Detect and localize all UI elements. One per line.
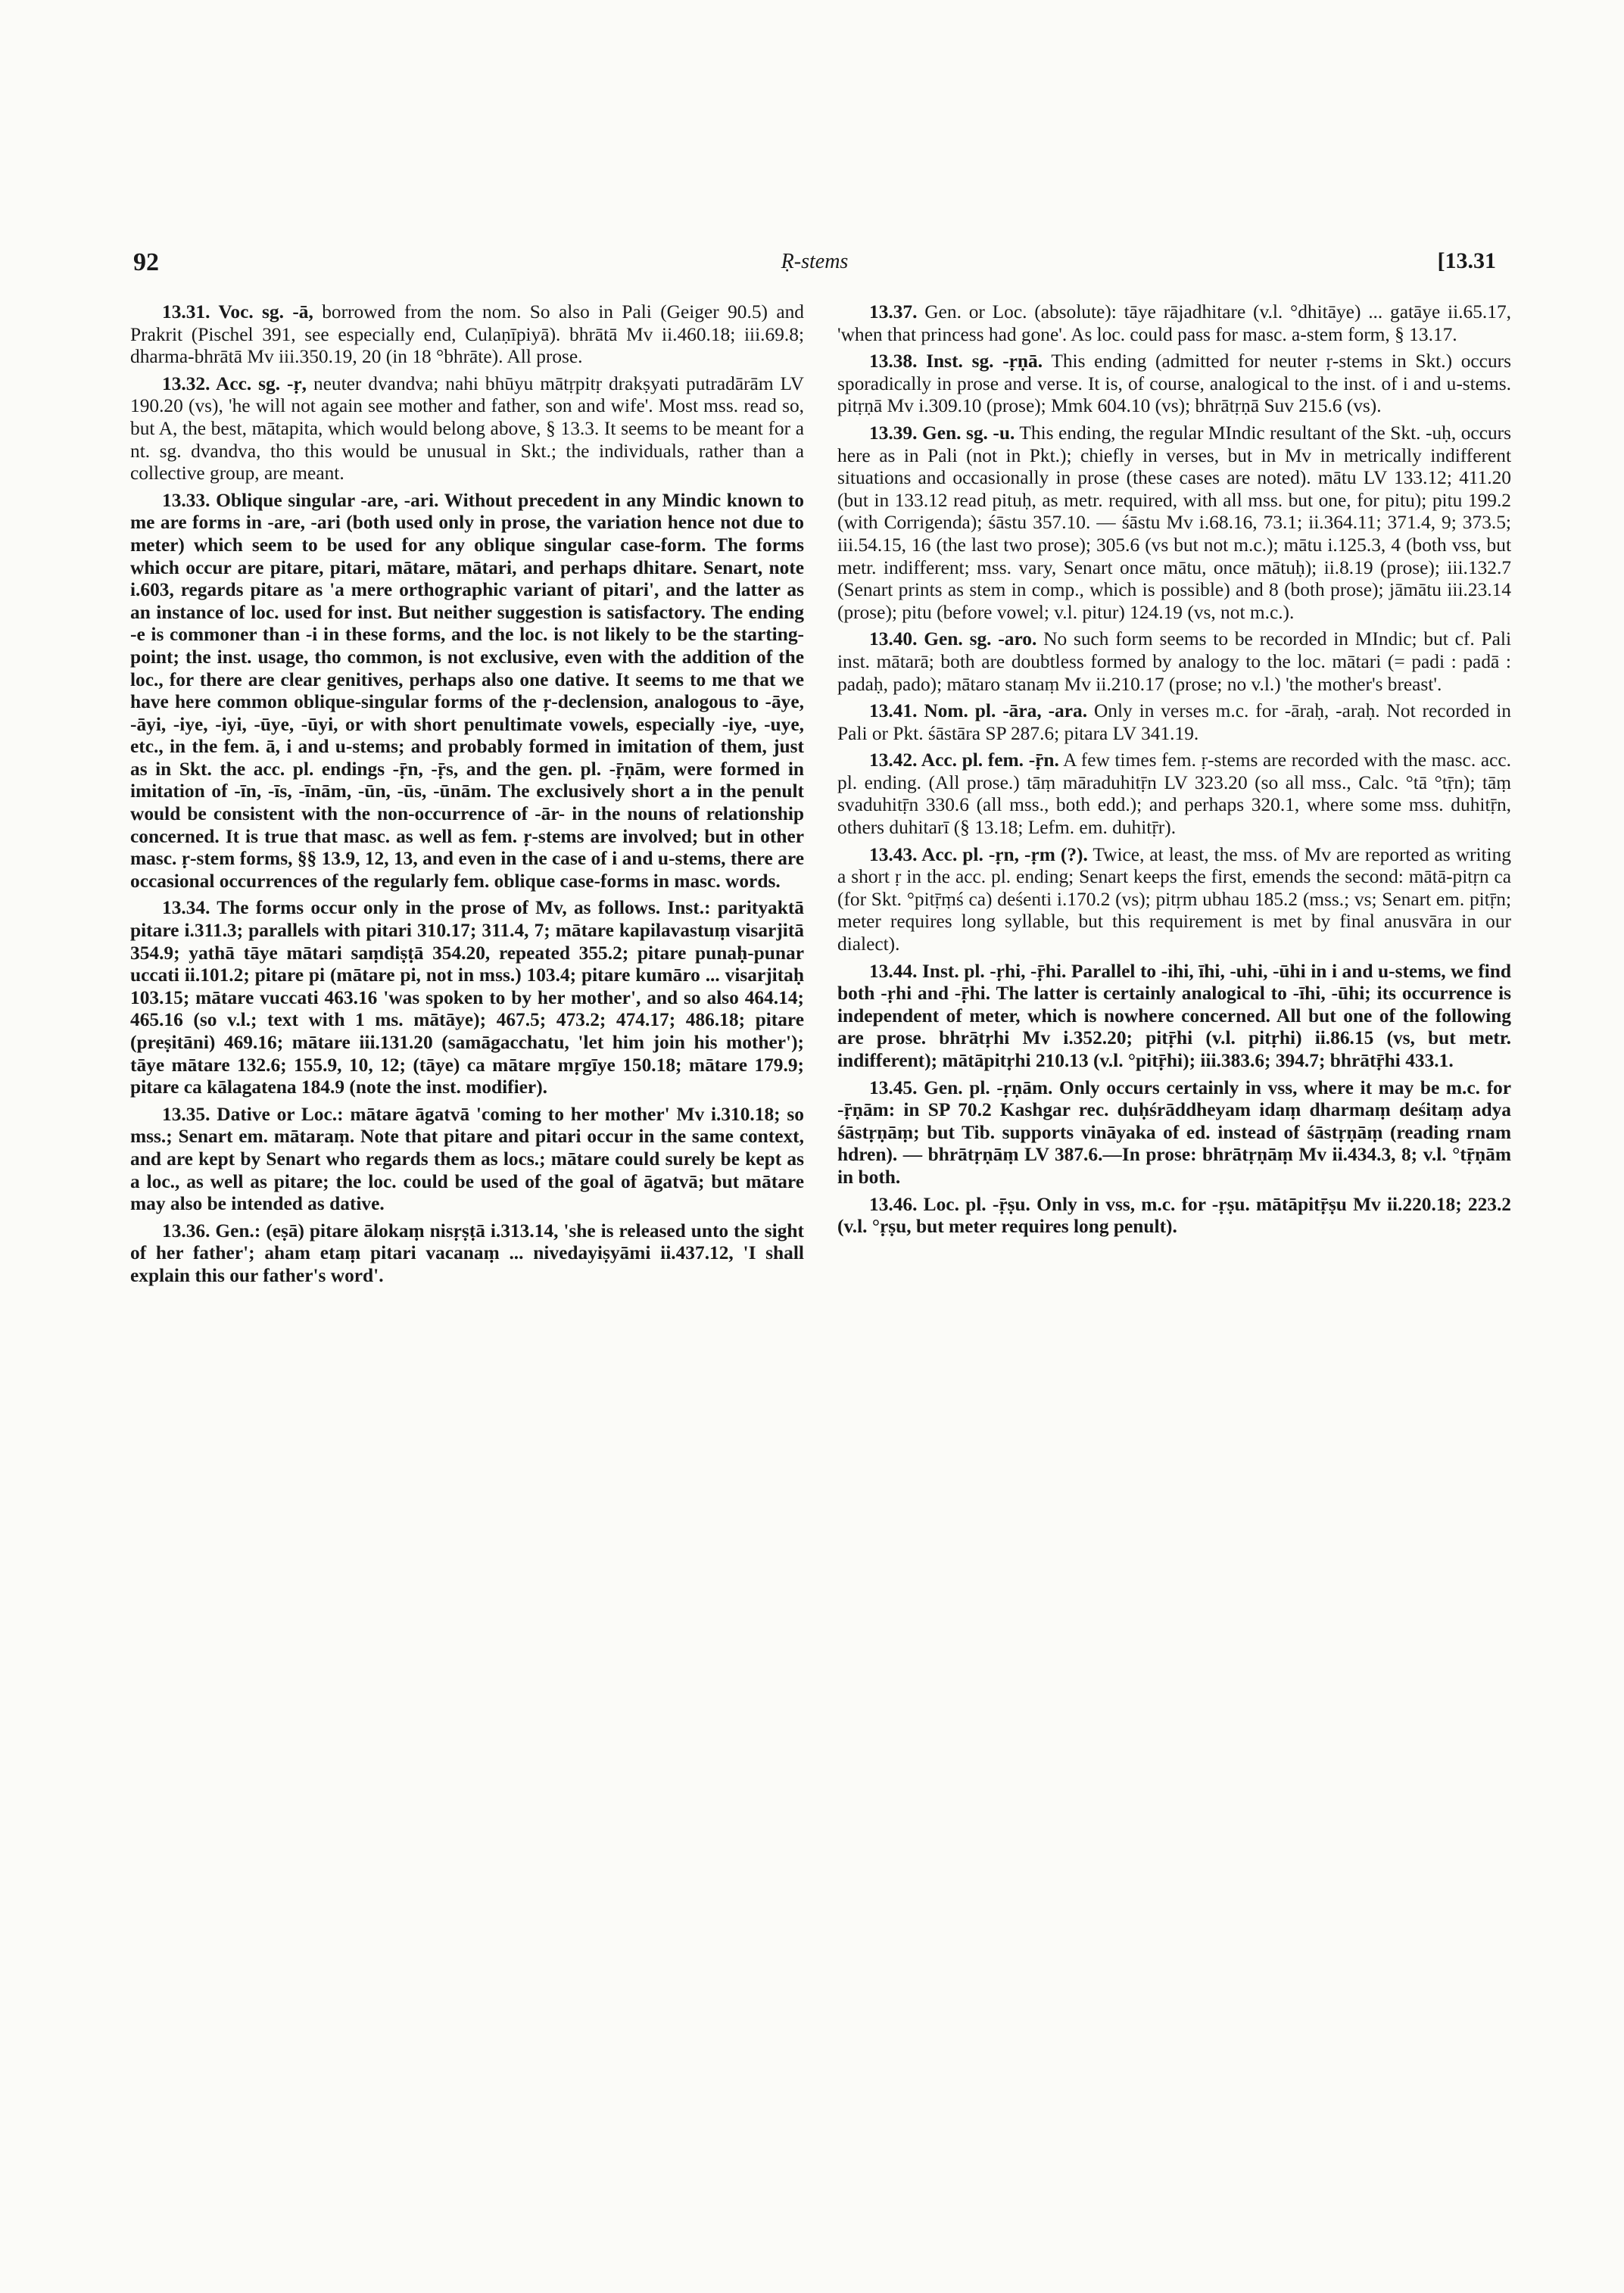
- paragraph-text: Gen. or Loc. (absolute): tāye rājadhitare (v.l. °dhitāye) ... gatāye ii.65.17, 'when that princess had gone'. As loc. could pass for masc. a-stem form, § 13.17.: [837, 301, 1511, 345]
- paragraph-text: Dative or Loc.: mātare āgatvā 'coming to her mother' Mv i.310.18; so mss.; Senart em. mātaraṃ. Note that pitare and pitari occur in the same context, and are kept by Senart who regards them as locs.; mātare could surely be kept as a loc., as well as pitare; the loc. could be used of the goal of āgatvā; but mātare may also be intended as dative.: [130, 1103, 804, 1215]
- paragraph-text: The forms occur only in the prose of Mv, as follows. Inst.: parityaktā pitare i.311.3; parallels with pitari 310.17; 311.4, 7; mātare kapilavastuṃ visarjitā 354.9; yathā tāye mātari saṃdiṣṭā 354.20, repeated 355.2; pitare punaḥ-punar uccati ii.101.2; pitare pi (mātare pi, not in mss.) 103.4; pitare kumāro ... visarjitaḥ 103.15; mātare vuccati 463.16 'was spoken to by her mother', and so also 464.14; 465.16 (so v.l.; text with 1 ms. mātāye); 467.5; 473.2; 474.17; 486.18; pitare (preṣitāni) 469.16; mātare iii.131.20 (samāgacchatu, 'let him join his mother'); tāye mātare 132.6; 155.9, 10, 12; (tāye) ca mātare mṛgīye 150.18; mātare 179.9; pitare ca kālagatena 184.9 (note the inst. modifier).: [130, 897, 804, 1098]
- page-number: 92: [133, 248, 159, 276]
- section-heading: 13.35.: [162, 1103, 210, 1125]
- section-heading: 13.38. Inst. sg. -ṛṇā.: [869, 350, 1043, 372]
- paragraph-text: This ending, the regular MIndic resultant of the Skt. -uḥ, occurs here as in Pali (not in Pkt.); chiefly in verses, but in Mv in metrically indifferent situations and occasionally in prose (these cases are noted). mātu LV 133.12; 411.20 (but in 133.12 read pituḥ, as metr. required, with all mss. but one, for pitu); pitu 199.2 (with Corrigenda); śāstu 357.10. — śāstu Mv i.68.16, 73.1; ii.364.11; 371.4, 9; 373.5; iii.54.15, 16 (the last two prose); 305.6 (vs but not m.c.); mātu i.125.3, 4 (both vss, but metr. indifferent; mss. vary, Senart once mātu, once mātuḥ); ii.8.19 (prose); iii.132.7 (Senart prints as stem in comp., which is possible) and 8 (both prose); jāmātu iii.23.14 (prose); pitu (before vowel; v.l. pitur) 124.19 (vs, not m.c.).: [837, 422, 1511, 623]
- paragraph: [837, 350, 1511, 418]
- section-heading: 13.37.: [869, 301, 918, 322]
- section-heading: 13.45. Gen. pl. -ṛṇām.: [869, 1076, 1053, 1098]
- paragraph: [130, 301, 804, 369]
- paragraph-text: This ending (admitted for neuter ṛ-stems in Skt.) occurs sporadically in prose and verse. It is, of course, analogical to the inst. of i and u-stems. pitṛṇā Mv i.309.10 (prose); Mmk 604.10 (vs); bhrātṛṇā Suv 215.6 (vs).: [837, 350, 1511, 417]
- section-heading: 13.43. Acc. pl. -ṛn, -ṛm (?).: [869, 843, 1088, 865]
- paragraph-text: Twice, at least, the mss. of Mv are reported as writing a short ṛ in the acc. pl. ending; Senart keeps the first, emends the second: mātā-pitṛn ca (for Skt. °pitṝṃś ca) deśenti i.170.2 (vs); pitṛm ubhau 185.2 (mss.; vs; Senart em. pitṝn; meter requires long syllable, but this requirement is met by final anusvāra in our dialect).: [837, 843, 1511, 955]
- paragraph-text: neuter dvandva; nahi bhūyu mātṛpitṛ drakṣyati putradārām LV 190.20 (vs), 'he will not again see mother and father, son and wife'. Most mss. read so, but A, the best, mātapita, which would belong above, § 13.3. It seems to be meant for a nt. sg. dvandva, tho this would be unusual in Skt.; the individuals, rather than a collective group, are meant.: [130, 372, 804, 484]
- section-heading: 13.33. Oblique singular -are, -ari.: [162, 489, 439, 511]
- section-heading: 13.32. Acc. sg. -ṛ,: [162, 372, 307, 394]
- right-column: [837, 301, 1511, 1243]
- paragraph-text: Without precedent in any Mindic known to me are forms in -are, -ari (both used only in prose, the variation hence not due to meter) which seem to be used for any oblique singular case-form. The forms which occur are pitare, pitari, mātare, mātari, and perhaps dhitare. Senart, note i.603, regards pitare as 'a mere orthographic variant of pitari', and the latter as an instance of loc. used for inst. But neither suggestion is satisfactory. The ending -e is commoner than -i in these forms, and the loc. is not likely to be the starting-point; the inst. usage, tho common, is not exclusive, even with the addition of the loc., for there are clear genitives, perhaps also one dative. It seems to me that we have here common oblique-singular forms of the ṛ-declension, analogous to -āye, -āyi, -iye, -iyi, -ūye, -ūyi, or with short penultimate vowels, especially -iye, -uye, etc., in the fem. ā, i and u-stems; and probably formed in imitation of them, just as in Skt. the acc. pl. endings -ṝn, -ṝs, and the gen. pl. -ṝṇām, were formed in imitation of -īn, -īs, -īnām, -ūn, -ūs, -ūnām. The exclusively short a in the penult would be consistent with the non-occurrence of -ār- in the nouns of relationship concerned. It is true that masc. as well as fem. ṛ-stems are involved; but in other masc. ṛ-stem forms, §§ 13.9, 12, 13, and even in the case of i and u-stems, there are occasional occurrences of the regularly fem. oblique case-forms in masc. words.: [130, 489, 804, 892]
- paragraph: [130, 897, 804, 1098]
- page-header: [133, 248, 1496, 286]
- running-title: Ṛ-stems: [781, 250, 849, 273]
- section-heading: 13.40. Gen. sg. -aro.: [869, 628, 1037, 650]
- paragraph-text: Only in verses m.c. for -āraḥ, -araḥ. Not recorded in Pali or Pkt. śāstāra SP 287.6; pitara LV 341.19.: [837, 700, 1511, 744]
- paragraph-text: No such form seems to be recorded in MIndic; but cf. Pali inst. mātarā; both are doubtless formed by analogy to the loc. mātari (= padi : padā : padaḥ, pado); mātaro stanaṃ Mv ii.210.17 (prose; no v.l.) 'the mother's breast'.: [837, 628, 1512, 695]
- paragraph-text: Only in vss, m.c. for -ṛṣu. mātāpitṝṣu Mv ii.220.18; 223.2 (v.l. °ṛṣu, but meter requires long penult).: [837, 1193, 1511, 1238]
- paragraph: [130, 490, 804, 893]
- paragraph: [837, 1194, 1511, 1238]
- paragraph: [837, 749, 1511, 839]
- paragraph: [837, 1077, 1511, 1189]
- section-heading: 13.36.: [162, 1220, 210, 1242]
- paragraph: [130, 1104, 804, 1216]
- paragraph: [130, 1220, 804, 1288]
- section-heading: 13.44. Inst. pl. -ṛhi, -ṝhi.: [869, 960, 1067, 982]
- section-heading: 13.41. Nom. pl. -āra, -ara.: [869, 700, 1088, 722]
- paragraph: [130, 373, 804, 485]
- section-heading: 13.39. Gen. sg. -u.: [869, 422, 1015, 444]
- section-heading: 13.46. Loc. pl. -ṝṣu.: [869, 1193, 1030, 1215]
- paragraph-text: borrowed from the nom. So also in Pali (Geiger 90.5) and Prakrit (Pischel 391, see especially end, Culaṇīpiyā). bhrātā Mv ii.460.18; iii.69.8; dharma-bhrātā Mv iii.350.19, 20 (in 18 °bhrāte). All prose.: [130, 301, 804, 368]
- paragraph-text: Parallel to -ihi, īhi, -uhi, -ūhi in i and u-stems, we find both -ṛhi and -ṝhi. The latter is certainly analogical to -īhi, -ūhi; its occurrence is independent of meter, which is nowhere concerned. All but one of the following are prose. bhrātṛhi Mv i.352.20; pitṝhi (v.l. pitṛhi) ii.86.15 (vs, but metr. indifferent); mātāpitṛhi 210.13 (v.l. °pitṝhi); iii.383.6; 394.7; bhrātṝhi 433.1.: [837, 960, 1511, 1071]
- left-column: [130, 301, 804, 1292]
- paragraph: [837, 961, 1511, 1073]
- paragraph: [837, 422, 1511, 624]
- paragraph-text: A few times fem. ṛ-stems are recorded with the masc. acc. pl. ending. (All prose.) tāṃ māraduhitṝn LV 323.20 (so all mss., Calc. °tā °tṝn); tāṃ svaduhitṝn 330.6 (all mss., both edd.); and perhaps 320.1, where some mss. duhitṝn, others duhitarī (§ 13.18; Lefm. em. duhitṝr).: [837, 749, 1511, 839]
- section-reference: [13.31: [1437, 248, 1496, 273]
- paragraph-text: Only occurs certainly in vss, where it may be m.c. for -ṝṇām: in SP 70.2 Kashgar rec. duḥśrāddheyam idaṃ dharmaṃ deśitaṃ adya śāstṛṇāṃ; but Tib. supports vināyaka of ed. instead of śāstṛṇāṃ (reading rnam hdren). — bhrātṛṇāṃ LV 387.6.—In prose: bhrātṛṇāṃ Mv ii.434.3, 8; v.l. °tṝṇām in both.: [837, 1076, 1511, 1188]
- section-heading: 13.31. Voc. sg. -ā,: [162, 301, 313, 322]
- paragraph-text: Gen.: (eṣā) pitare ālokaṃ nisṛṣṭā i.313.14, 'she is released unto the sight of her father'; aham etaṃ pitari vacanaṃ ... nivedayiṣyāmi ii.437.12, 'I shall explain this our father's word'.: [130, 1220, 804, 1286]
- paragraph: [837, 301, 1511, 346]
- paragraph: [837, 844, 1511, 956]
- section-heading: 13.42. Acc. pl. fem. -ṝn.: [869, 749, 1059, 771]
- paragraph: [837, 628, 1511, 696]
- section-heading: 13.34.: [162, 897, 210, 919]
- paragraph: [837, 700, 1511, 745]
